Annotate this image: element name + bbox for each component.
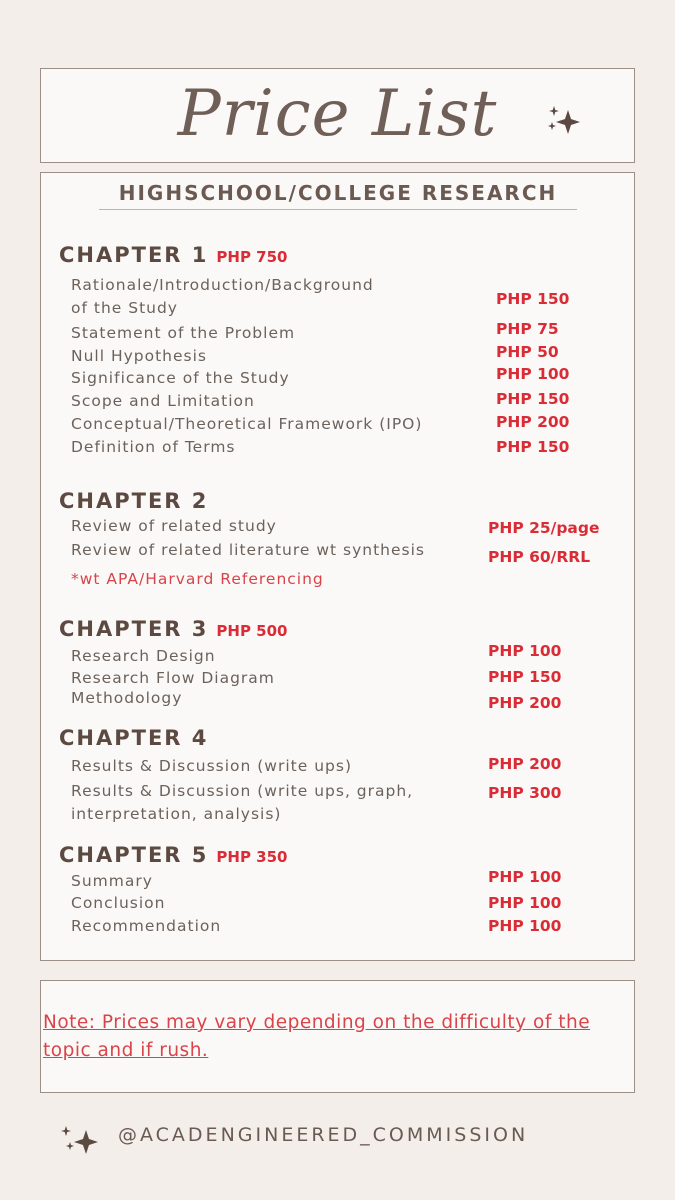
price-list-box bbox=[40, 172, 635, 961]
item-price: PHP 75 bbox=[496, 320, 559, 338]
item-price: PHP 100 bbox=[488, 868, 562, 886]
chapter-5-heading bbox=[59, 842, 287, 870]
page-title: Price List bbox=[177, 77, 498, 151]
chapter-4-name: CHAPTER 4 bbox=[59, 726, 209, 750]
chapter-1-price: PHP 750 bbox=[216, 248, 288, 266]
price-note: Note: Prices may vary depending on the difficulty of the topic and if rush. bbox=[43, 1012, 591, 1061]
list-item: Recommendation bbox=[71, 917, 222, 935]
item-price: PHP 25/page bbox=[488, 519, 600, 537]
chapter-2-name: CHAPTER 2 bbox=[59, 489, 209, 513]
item-price: PHP 100 bbox=[496, 365, 570, 383]
chapter-3-name: CHAPTER 3 bbox=[59, 617, 209, 641]
list-item: interpretation, analysis) bbox=[71, 805, 282, 823]
item-price: PHP 100 bbox=[488, 917, 562, 935]
list-item: Null Hypothesis bbox=[71, 347, 208, 365]
list-item: Results & Discussion (write ups) bbox=[71, 757, 352, 775]
chapter-2-heading bbox=[59, 488, 208, 514]
sparkle-icon bbox=[542, 104, 588, 138]
item-price: PHP 60/RRL bbox=[488, 548, 591, 566]
chapter-4-heading bbox=[59, 725, 208, 751]
footer-handle: @ACADENGINEERED_COMMISSION bbox=[118, 1124, 529, 1146]
item-price: PHP 300 bbox=[488, 784, 562, 802]
list-item: Research Design bbox=[71, 647, 216, 665]
list-item: Summary bbox=[71, 872, 153, 890]
item-price: PHP 100 bbox=[488, 894, 562, 912]
item-price: PHP 100 bbox=[488, 642, 562, 660]
list-item: Rationale/Introduction/Background bbox=[71, 276, 374, 294]
referencing-note: *wt APA/Harvard Referencing bbox=[71, 570, 324, 588]
list-item: Methodology bbox=[71, 689, 183, 707]
list-item: Definition of Terms bbox=[71, 438, 236, 456]
list-item: Conclusion bbox=[71, 894, 166, 912]
list-item: Significance of the Study bbox=[71, 369, 290, 387]
chapter-1-heading bbox=[59, 242, 287, 270]
item-price: PHP 150 bbox=[496, 390, 570, 408]
list-item: Results & Discussion (write ups, graph, bbox=[71, 782, 414, 800]
item-price: PHP 200 bbox=[488, 694, 562, 712]
list-item: Research Flow Diagram bbox=[71, 669, 275, 687]
item-price: PHP 150 bbox=[488, 668, 562, 686]
item-price: PHP 50 bbox=[496, 343, 559, 361]
list-item: Conceptual/Theoretical Framework (IPO) bbox=[71, 415, 423, 433]
chapter-3-heading bbox=[59, 616, 287, 644]
list-item: Scope and Limitation bbox=[71, 392, 255, 410]
section-title: HIGHSCHOOL/COLLEGE RESEARCH bbox=[99, 181, 577, 210]
item-price: PHP 200 bbox=[488, 755, 562, 773]
chapter-5-name: CHAPTER 5 bbox=[59, 843, 209, 867]
note-box bbox=[40, 980, 635, 1093]
chapter-3-price: PHP 500 bbox=[216, 622, 288, 640]
item-price: PHP 150 bbox=[496, 438, 570, 456]
chapter-1-name: CHAPTER 1 bbox=[59, 243, 209, 267]
list-item: Review of related study bbox=[71, 517, 277, 535]
chapter-5-price: PHP 350 bbox=[216, 848, 288, 866]
sparkle-icon bbox=[56, 1122, 102, 1156]
item-price: PHP 200 bbox=[496, 413, 570, 431]
item-price: PHP 150 bbox=[496, 290, 570, 308]
list-item: Statement of the Problem bbox=[71, 324, 296, 342]
list-item: Review of related literature wt synthesis bbox=[71, 541, 425, 559]
list-item: of the Study bbox=[71, 299, 178, 317]
